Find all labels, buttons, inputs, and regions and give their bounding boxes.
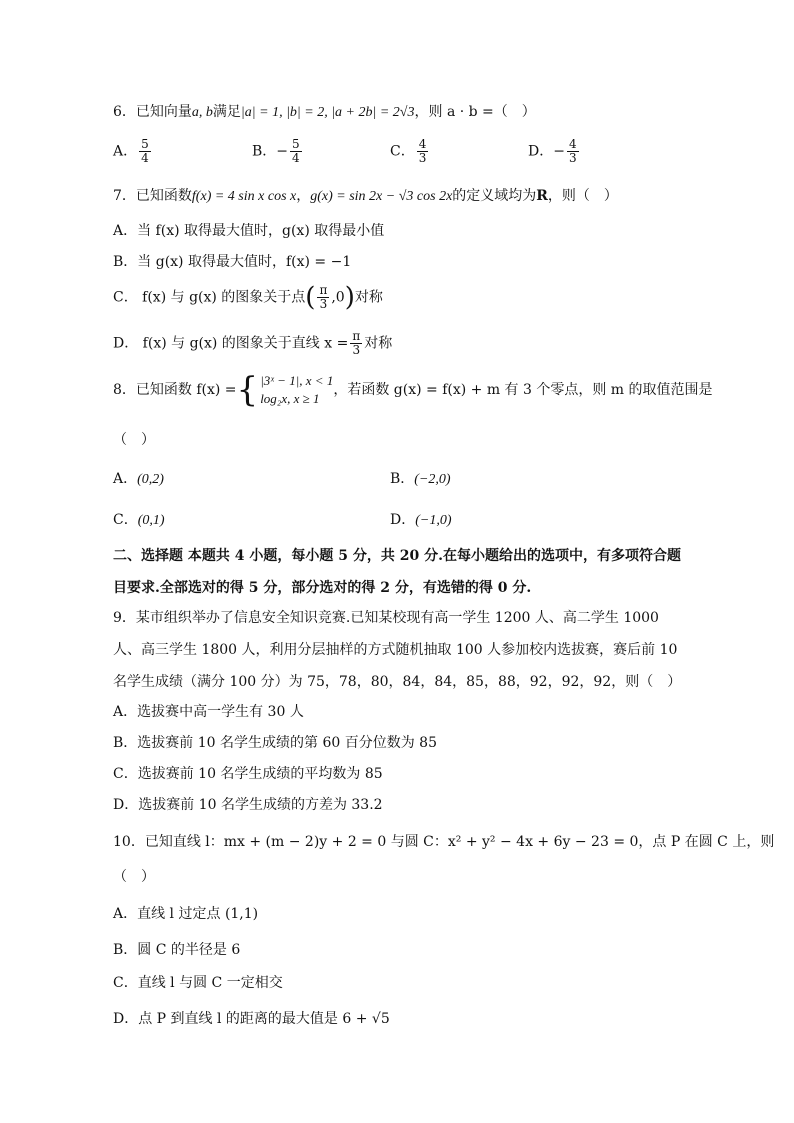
- q8-post: ，若函数 g(x) = f(x) + m 有 3 个零点，则 m 的取值范围是: [333, 382, 713, 398]
- q8-paren: （ ）: [113, 432, 155, 448]
- q8-brace: {: [236, 370, 259, 410]
- q7-option-d-pre: D． f(x) 与 g(x) 的图象关于直线 x =: [113, 335, 349, 352]
- q7-stem-a: 7．已知函数: [113, 188, 192, 204]
- q6-option-c-den: 3: [418, 151, 427, 165]
- q6-option-d-den: 3: [568, 151, 577, 165]
- q6-option-b-den: 4: [292, 151, 300, 165]
- q7-stem-c: ，则（ ）: [547, 188, 618, 204]
- q6-option-a-den: 4: [141, 151, 149, 165]
- q6-option-b-sign: −: [276, 143, 289, 160]
- q6-option-d-label: D．: [528, 143, 554, 160]
- q7-g: g(x) = sin 2x − √3 cos 2x: [310, 189, 453, 204]
- q7-option-b: B．当 g(x) 取得最大值时，f(x) = −1: [113, 254, 352, 270]
- q6-option-b-num: 5: [292, 137, 300, 151]
- q6-vectors: a, b: [191, 105, 213, 120]
- q6-option-c-label: C．: [390, 143, 415, 160]
- q8-cases: [260, 372, 333, 408]
- q7-option-c-pre: C． f(x) 与 g(x) 的图象关于点: [113, 289, 306, 306]
- q8-option-c-label: C．: [113, 512, 138, 528]
- q6-option-d-frac: [567, 138, 579, 165]
- q6-ask: ，则 a · b =（ ）: [414, 104, 536, 120]
- q10-stem: 10．已知直线 l：mx + (m − 2)y + 2 = 0 与圆 C：x² + y² − 4x + 6y − 23 = 0，点 P 在圆 C 上，则: [113, 834, 775, 850]
- q8-pre: 8．已知函数 f(x) =: [113, 382, 237, 398]
- q6-option-c-frac: [417, 138, 429, 165]
- q10-option-b: B．圆 C 的半径是 6: [113, 942, 241, 958]
- q6-option-b-frac: [290, 138, 302, 165]
- q6-option-c-num: 4: [418, 137, 427, 151]
- q8-option-b-label: B．: [390, 471, 415, 487]
- q6-option-d-sign: −: [553, 143, 565, 160]
- q8-option-c: [113, 509, 165, 529]
- q6-option-a-frac: [139, 138, 151, 165]
- q9-option-a: A．选拔赛中高一学生有 30 人: [113, 704, 304, 720]
- q10-paren: （ ）: [113, 869, 155, 885]
- q6-prefix: 6．已知向量: [113, 104, 192, 120]
- q7-option-c-post: 对称: [354, 289, 383, 306]
- q7-option-c-frac: [317, 284, 329, 311]
- q8-case-1: |3ˣ − 1|, x < 1: [260, 373, 334, 388]
- q8-option-d-value: (−1,0): [415, 513, 452, 528]
- q7-option-a: A．当 f(x) 取得最大值时，g(x) 取得最小值: [113, 223, 385, 239]
- q7-option-c-lparen: (: [305, 282, 316, 313]
- q8-option-a: [113, 468, 164, 488]
- q8-option-a-value: (0,2): [137, 472, 164, 487]
- q6-cond-label: 满足: [212, 104, 241, 120]
- q10-option-c: C．直线 l 与圆 C 一定相交: [113, 975, 283, 991]
- q6-option-b: [252, 138, 304, 165]
- q7-option-c-den: 3: [319, 297, 328, 311]
- q8-case-2: log₂x, x ≥ 1: [260, 391, 320, 406]
- q9-option-d: D．选拔赛前 10 名学生成绩的方差为 33.2: [113, 797, 383, 813]
- q7-option-d-frac: [350, 330, 362, 357]
- q6-option-d: [528, 138, 581, 165]
- q7-option-c: [113, 284, 383, 311]
- q7-option-d: [113, 330, 392, 357]
- q8-piecewise: [237, 372, 334, 408]
- q6-option-b-label: B．: [252, 143, 277, 160]
- q7-domain-R: R: [536, 188, 548, 204]
- q8-option-d: [390, 509, 452, 529]
- q8-option-b-value: (−2,0): [414, 472, 451, 487]
- q7-option-c-rparen: ): [344, 282, 355, 313]
- q8-stem: [113, 372, 713, 408]
- q7-option-d-num: π: [352, 329, 361, 343]
- section-2-heading: 二、选择题 本题共 4 小题，每小题 5 分，共 20 分.在每小题给出的选项中，有多项符合题目要求.全部选对的得 5 分，部分选对的得 2 分，有选错的得 0 分.: [113, 548, 681, 596]
- q6-condition: |a| = 1, |b| = 2, |a + 2b| = 2√3: [240, 105, 415, 120]
- q8-option-a-label: A．: [113, 471, 138, 487]
- q6-stem: [113, 103, 536, 122]
- q8-option-b: [390, 468, 451, 488]
- q7-option-d-den: 3: [352, 343, 361, 357]
- q6-option-a: [113, 138, 153, 165]
- q9-stem: 9．某市组织举办了信息安全知识竞赛.已知某校现有高一学生 1200 人、高二学生 1000 人、高三学生 1800 人，利用分层抽样的方式随机抽取 100 人参加校内选拔赛，赛后前 10 名学生成绩（满分 100 分）为 75，78，80，84，84，85，88，92，92，92，则（ ）: [113, 610, 682, 690]
- q7-option-d-post: 对称: [364, 335, 393, 352]
- q9-option-b: B．选拔赛前 10 名学生成绩的第 60 百分位数为 85: [113, 735, 437, 751]
- q7-sep: ，: [296, 188, 311, 204]
- q6-option-a-label: A．: [113, 143, 138, 160]
- q8-option-d-label: D．: [390, 512, 416, 528]
- q7-stem-b: 的定义域均为: [452, 188, 537, 204]
- q6-option-d-num: 4: [568, 137, 577, 151]
- q7-option-c-tail: ,0: [331, 289, 345, 306]
- q10-option-d: D．点 P 到直线 l 的距离的最大值是 6 + √5: [113, 1011, 390, 1027]
- q10-option-a: A．直线 l 过定点 (1,1): [113, 906, 259, 922]
- q7-stem: [113, 187, 618, 206]
- q8-option-c-value: (0,1): [137, 513, 165, 528]
- q6-option-c: [390, 138, 430, 165]
- q7-f: f(x) = 4 sin x cos x: [191, 189, 297, 204]
- q6-option-a-num: 5: [141, 137, 149, 151]
- q7-option-c-num: π: [319, 283, 328, 297]
- q9-option-c: C．选拔赛前 10 名学生成绩的平均数为 85: [113, 766, 383, 782]
